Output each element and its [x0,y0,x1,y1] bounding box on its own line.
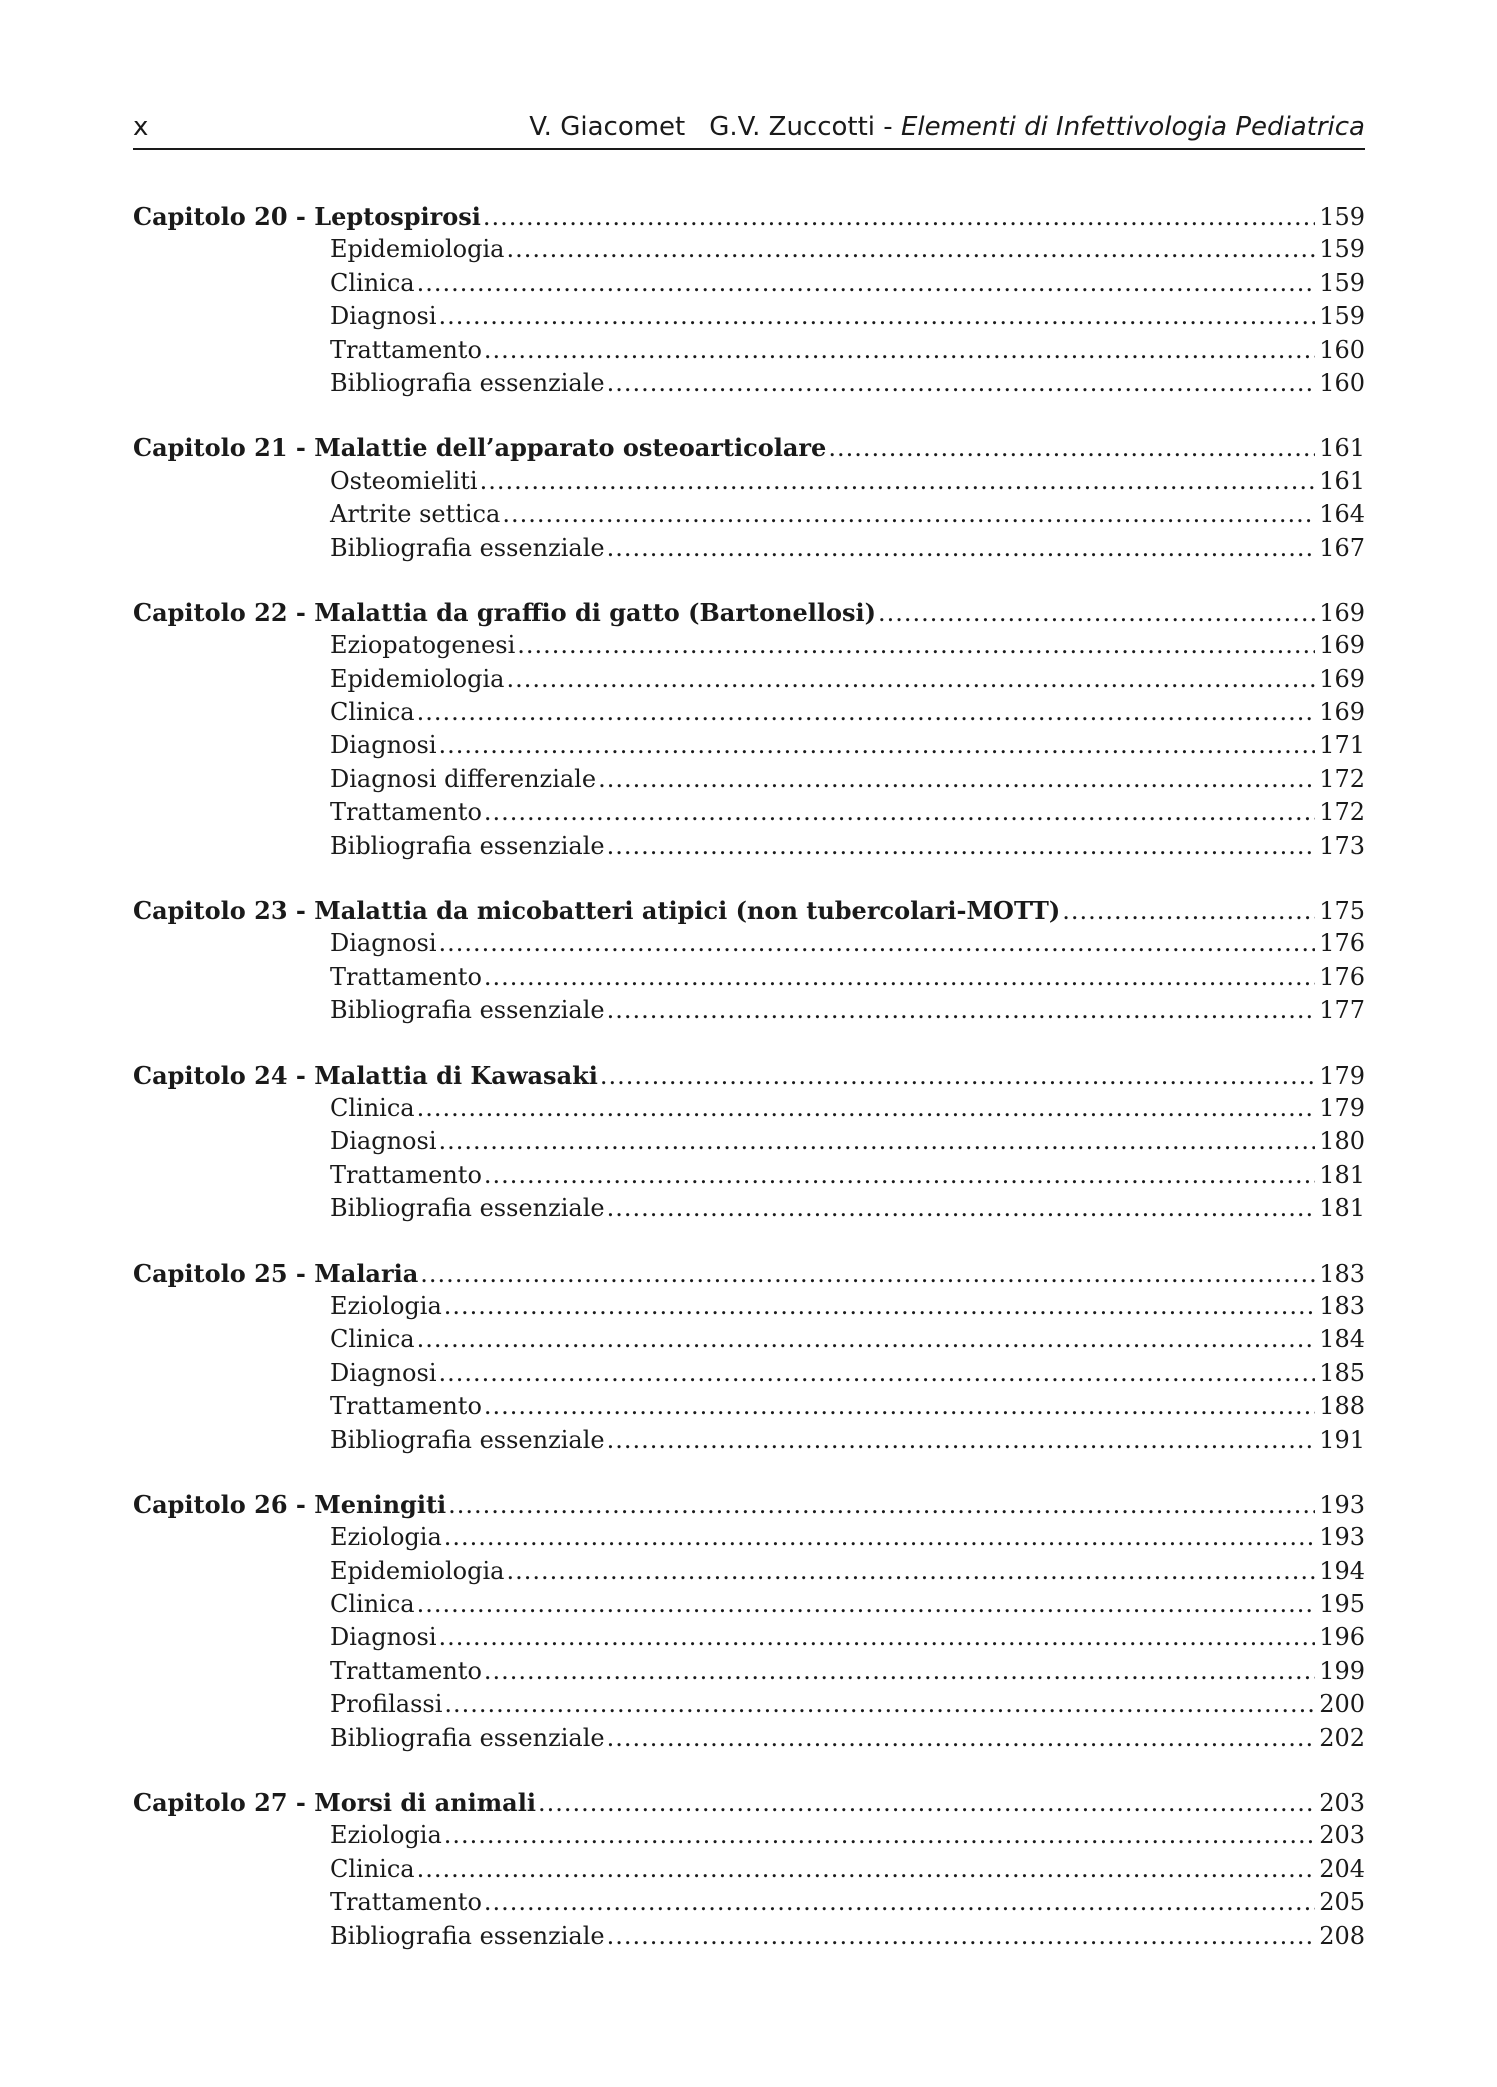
author-2: G.V. Zuccotti - [709,112,893,142]
chapter-block [133,1488,1365,1755]
chapter-block [133,1059,1365,1226]
dot-leader [417,267,1315,300]
chapter-page-number: 193 [1319,1490,1365,1519]
section-page-number: 185 [1319,1358,1365,1387]
section-title: Diagnosi [330,302,437,331]
dot-leader [417,1853,1315,1886]
section-page-number: 202 [1319,1723,1365,1752]
dot-leader [484,1390,1315,1423]
dot-leader [448,1489,1315,1522]
dot-leader [607,994,1315,1027]
header-authors [529,112,1365,142]
section-entry[interactable] [133,1390,1365,1423]
section-title: Osteomieliti [330,466,478,495]
dot-leader [439,300,1316,333]
chapter-page-number: 179 [1319,1061,1365,1090]
section-page-number: 171 [1319,731,1365,760]
dot-leader [480,465,1315,498]
section-title: Trattamento [330,962,482,991]
dot-leader [439,1621,1316,1654]
section-title: Eziologia [330,1291,442,1320]
section-page-number: 169 [1319,631,1365,660]
section-title: Diagnosi [330,1623,437,1652]
section-page-number: 180 [1319,1127,1365,1156]
section-page-number: 176 [1319,929,1365,958]
chapter-title: Capitolo 24 - Malattia di Kawasaki [133,1060,598,1090]
section-title: Epidemiologia [330,664,505,693]
section-page-number: 196 [1319,1623,1365,1652]
section-title: Trattamento [330,1656,482,1685]
section-title: Epidemiologia [330,1556,505,1585]
section-entry[interactable] [133,1853,1365,1886]
dot-leader [607,367,1315,400]
section-entry[interactable] [133,1886,1365,1919]
chapter-block [133,200,1365,400]
section-title: Bibliografia essenziale [330,996,605,1025]
section-page-number: 160 [1319,335,1365,364]
section-entry[interactable] [133,1819,1365,1852]
chapter-page-number: 161 [1319,434,1365,463]
chapter-title: Capitolo 23 - Malattia da micobatteri atipici (non tubercolari-MOTT) [133,896,1061,926]
dot-leader [506,233,1315,266]
section-page-number: 161 [1319,466,1365,495]
dot-leader [484,334,1315,367]
chapter-block [133,894,1365,1028]
section-page-number: 167 [1319,533,1365,562]
chapter-title: Capitolo 22 - Malattia da graffio di gatto (Bartonellosi) [133,597,877,627]
dot-leader [439,1125,1316,1158]
section-title: Diagnosi [330,929,437,958]
section-title: Epidemiologia [330,235,505,264]
section-title: Clinica [330,1854,415,1883]
section-page-number: 193 [1319,1523,1365,1552]
section-page-number: 194 [1319,1556,1365,1585]
section-page-number: 181 [1319,1194,1365,1223]
section-title: Trattamento [330,1392,482,1421]
section-page-number: 176 [1319,962,1365,991]
chapter-page-number: 183 [1319,1259,1365,1288]
dot-leader [439,1357,1316,1390]
dot-leader [484,1159,1315,1192]
section-entry[interactable] [133,1290,1365,1323]
section-title: Clinica [330,268,415,297]
section-page-number: 169 [1319,664,1365,693]
chapter-page-number: 175 [1319,897,1365,926]
chapter-entry[interactable] [133,596,1365,629]
section-page-number: 160 [1319,368,1365,397]
dot-leader [607,1192,1315,1225]
section-entry[interactable] [133,532,1365,565]
dot-leader [417,696,1315,729]
dot-leader [607,1722,1315,1755]
section-entry[interactable] [133,663,1365,696]
section-title: Clinica [330,1325,415,1354]
section-title: Clinica [330,1093,415,1122]
section-title: Bibliografia essenziale [330,1723,605,1752]
section-entry[interactable] [133,1621,1365,1654]
page-number: x [133,112,149,142]
section-title: Trattamento [330,335,482,364]
chapter-title: Capitolo 20 - Leptospirosi [133,202,481,231]
running-header [133,108,1365,150]
dot-leader [420,1258,1315,1291]
section-entry[interactable] [133,1357,1365,1390]
section-entry[interactable] [133,696,1365,729]
table-of-contents [133,200,1365,1984]
section-title: Diagnosi differenziale [330,764,597,793]
section-entry[interactable] [133,1424,1365,1457]
section-entry[interactable] [133,1192,1365,1225]
dot-leader [417,1588,1315,1621]
section-title: Bibliografia essenziale [330,1194,605,1223]
section-title: Clinica [330,1590,415,1619]
section-page-number: 164 [1319,500,1365,529]
chapter-entry[interactable] [133,1488,1365,1521]
section-entry[interactable] [133,233,1365,266]
section-entry[interactable] [133,1655,1365,1688]
chapter-entry[interactable] [133,894,1365,927]
dot-leader [439,729,1316,762]
section-entry[interactable] [133,994,1365,1027]
section-title: Bibliografia essenziale [330,1921,605,1950]
section-page-number: 205 [1319,1888,1365,1917]
chapter-block [133,1786,1365,1953]
chapter-title: Capitolo 25 - Malaria [133,1258,419,1288]
dot-leader [484,961,1315,994]
section-page-number: 172 [1319,798,1365,827]
section-entry[interactable] [133,1323,1365,1356]
chapter-title: Capitolo 21 - Malattie dell’apparato osteoarticolare [133,433,827,463]
dot-leader [444,1819,1315,1852]
section-title: Bibliografia essenziale [330,368,605,397]
section-title: Eziologia [330,1523,442,1552]
section-entry[interactable] [133,1722,1365,1755]
section-title: Trattamento [330,798,482,827]
dot-leader [484,1655,1315,1688]
chapter-entry[interactable] [133,1257,1365,1290]
section-page-number: 184 [1319,1325,1365,1354]
chapter-entry[interactable] [133,1786,1365,1819]
dot-leader [598,763,1315,796]
book-title: Elementi di Infettivologia Pediatrica [900,112,1365,142]
section-page-number: 183 [1319,1291,1365,1320]
section-entry[interactable] [133,465,1365,498]
section-page-number: 191 [1319,1425,1365,1454]
section-title: Diagnosi [330,731,437,760]
section-entry[interactable] [133,367,1365,400]
dot-leader [538,1787,1315,1820]
chapter-block [133,1257,1365,1457]
section-entry[interactable] [133,629,1365,662]
section-entry[interactable] [133,830,1365,863]
section-page-number: 199 [1319,1656,1365,1685]
dot-leader [417,1323,1315,1356]
section-title: Profilassi [330,1690,443,1719]
dot-leader [506,663,1315,696]
section-entry[interactable] [133,1092,1365,1125]
section-page-number: 208 [1319,1921,1365,1950]
dot-leader [484,1886,1315,1919]
dot-leader [417,1092,1315,1125]
section-title: Diagnosi [330,1127,437,1156]
chapter-page-number: 203 [1319,1789,1365,1818]
chapter-entry[interactable] [133,1059,1365,1092]
section-entry[interactable] [133,1521,1365,1554]
section-page-number: 172 [1319,764,1365,793]
section-page-number: 159 [1319,302,1365,331]
section-entry[interactable] [133,961,1365,994]
dot-leader [502,498,1315,531]
section-page-number: 169 [1319,698,1365,727]
chapter-page-number: 169 [1319,598,1365,627]
chapter-block [133,596,1365,863]
section-entry[interactable] [133,927,1365,960]
section-entry[interactable] [133,1555,1365,1588]
dot-leader [506,1555,1315,1588]
dot-leader [607,1920,1315,1953]
dot-leader [828,432,1315,465]
dot-leader [444,1521,1315,1554]
section-entry[interactable] [133,1159,1365,1192]
section-title: Eziopatogenesi [330,631,516,660]
section-entry[interactable] [133,1588,1365,1621]
section-entry[interactable] [133,300,1365,333]
dot-leader [484,796,1315,829]
section-page-number: 204 [1319,1854,1365,1883]
section-title: Diagnosi [330,1358,437,1387]
section-entry[interactable] [133,498,1365,531]
section-title: Trattamento [330,1160,482,1189]
dot-leader [517,629,1315,662]
dot-leader [607,532,1315,565]
dot-leader [439,927,1316,960]
section-title: Bibliografia essenziale [330,533,605,562]
section-entry[interactable] [133,763,1365,796]
section-page-number: 203 [1319,1821,1365,1850]
section-page-number: 179 [1319,1093,1365,1122]
section-entry[interactable] [133,267,1365,300]
dot-leader [607,830,1315,863]
chapter-page-number: 159 [1319,203,1365,231]
section-entry[interactable] [133,334,1365,367]
section-page-number: 200 [1319,1690,1365,1719]
dot-leader [607,1424,1315,1457]
chapter-entry[interactable] [133,431,1365,464]
section-title: Trattamento [330,1888,482,1917]
section-title: Artrite settica [330,500,501,529]
section-page-number: 159 [1319,268,1365,297]
dot-leader [483,201,1315,234]
section-entry[interactable] [133,729,1365,762]
section-page-number: 195 [1319,1590,1365,1619]
dot-leader [878,597,1315,630]
section-entry[interactable] [133,796,1365,829]
chapter-entry[interactable] [133,200,1365,233]
section-page-number: 173 [1319,831,1365,860]
chapter-block [133,431,1365,565]
section-entry[interactable] [133,1688,1365,1721]
section-title: Bibliografia essenziale [330,831,605,860]
dot-leader [1062,895,1315,928]
chapter-title: Capitolo 27 - Morsi di animali [133,1788,536,1818]
dot-leader [444,1688,1315,1721]
chapter-title: Capitolo 26 - Meningiti [133,1489,447,1519]
section-entry[interactable] [133,1125,1365,1158]
author-1: V. Giacomet [529,112,686,142]
dot-leader [600,1060,1315,1093]
section-page-number: 159 [1319,235,1365,264]
section-page-number: 181 [1319,1160,1365,1189]
section-title: Eziologia [330,1821,442,1850]
section-title: Bibliografia essenziale [330,1425,605,1454]
dot-leader [444,1290,1315,1323]
section-page-number: 188 [1319,1392,1365,1421]
section-entry[interactable] [133,1920,1365,1953]
section-title: Clinica [330,698,415,727]
section-page-number: 177 [1319,996,1365,1025]
